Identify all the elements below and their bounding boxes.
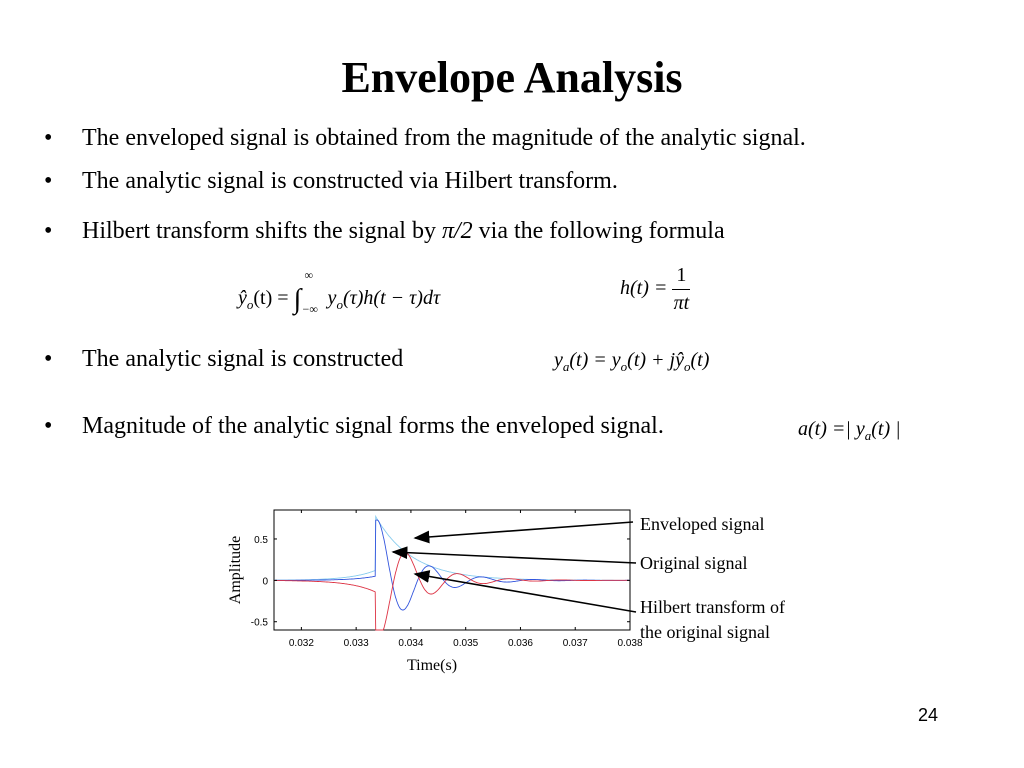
page-number: 24	[917, 705, 938, 725]
bullet-1-text: The enveloped signal is obtained from the magnitude of the analytic signal.	[82, 125, 806, 151]
bullet-symbol: •	[44, 346, 53, 372]
label-enveloped-signal: Enveloped signal	[640, 514, 765, 534]
x-tick-label: 0.037	[562, 638, 588, 649]
bullet-3-text-pre: Hilbert transform shifts the signal by	[82, 218, 442, 244]
bullet-4-text: The analytic signal is constructed	[82, 346, 404, 372]
bullet-symbol: •	[44, 218, 53, 244]
x-tick-label: 0.035	[453, 638, 479, 649]
x-tick-label: 0.033	[343, 638, 369, 649]
x-tick-label: 0.036	[507, 638, 533, 649]
arrow-hilbert	[415, 574, 636, 612]
x-tick-label: 0.038	[617, 638, 643, 649]
bullet-symbol: •	[44, 168, 53, 194]
x-axis-label: Time(s)	[406, 657, 458, 674]
magnitude-equation: a(t) =| $y_a(t)$ |	[798, 418, 901, 443]
slide-title: Envelope Analysis	[341, 53, 683, 102]
arrow-enveloped	[415, 522, 633, 538]
y-tick-label: -0.5	[250, 617, 268, 629]
bullet-3-text-italic: π/2	[441, 218, 473, 244]
bullet-symbol: •	[44, 125, 53, 151]
arrow-original	[393, 552, 636, 563]
kernel-equation: h(t) = $\frac{1}{\pi t}$	[620, 264, 690, 314]
hilbert-equation: $ŷ_o(t)$ = ∫ ∞ −∞ $y_o(\tau)h(t - \tau)d\tau$	[238, 268, 441, 316]
label-original-signal: Original signal	[640, 553, 748, 573]
bullet-3-text-post: via the following formula	[472, 218, 725, 244]
bullet-5-text: Magnitude of the analytic signal forms the enveloped signal.	[82, 413, 664, 439]
label-hilbert-line2: the original signal	[640, 622, 770, 642]
label-hilbert-line1: Hilbert transform of	[640, 597, 785, 617]
y-tick-label: 0	[262, 576, 268, 588]
x-tick-label: 0.032	[288, 638, 314, 649]
bullet-symbol: •	[44, 413, 53, 439]
y-axis-label: Amplitude	[227, 535, 244, 605]
analytic-equation: $y_a(t) = y_o(t)$ + $jŷ_o(t)$	[554, 349, 710, 374]
x-tick-label: 0.034	[398, 638, 424, 649]
bullet-2-text: The analytic signal is constructed via Hilbert transform.	[82, 168, 618, 194]
y-tick-label: 0.5	[254, 534, 268, 546]
